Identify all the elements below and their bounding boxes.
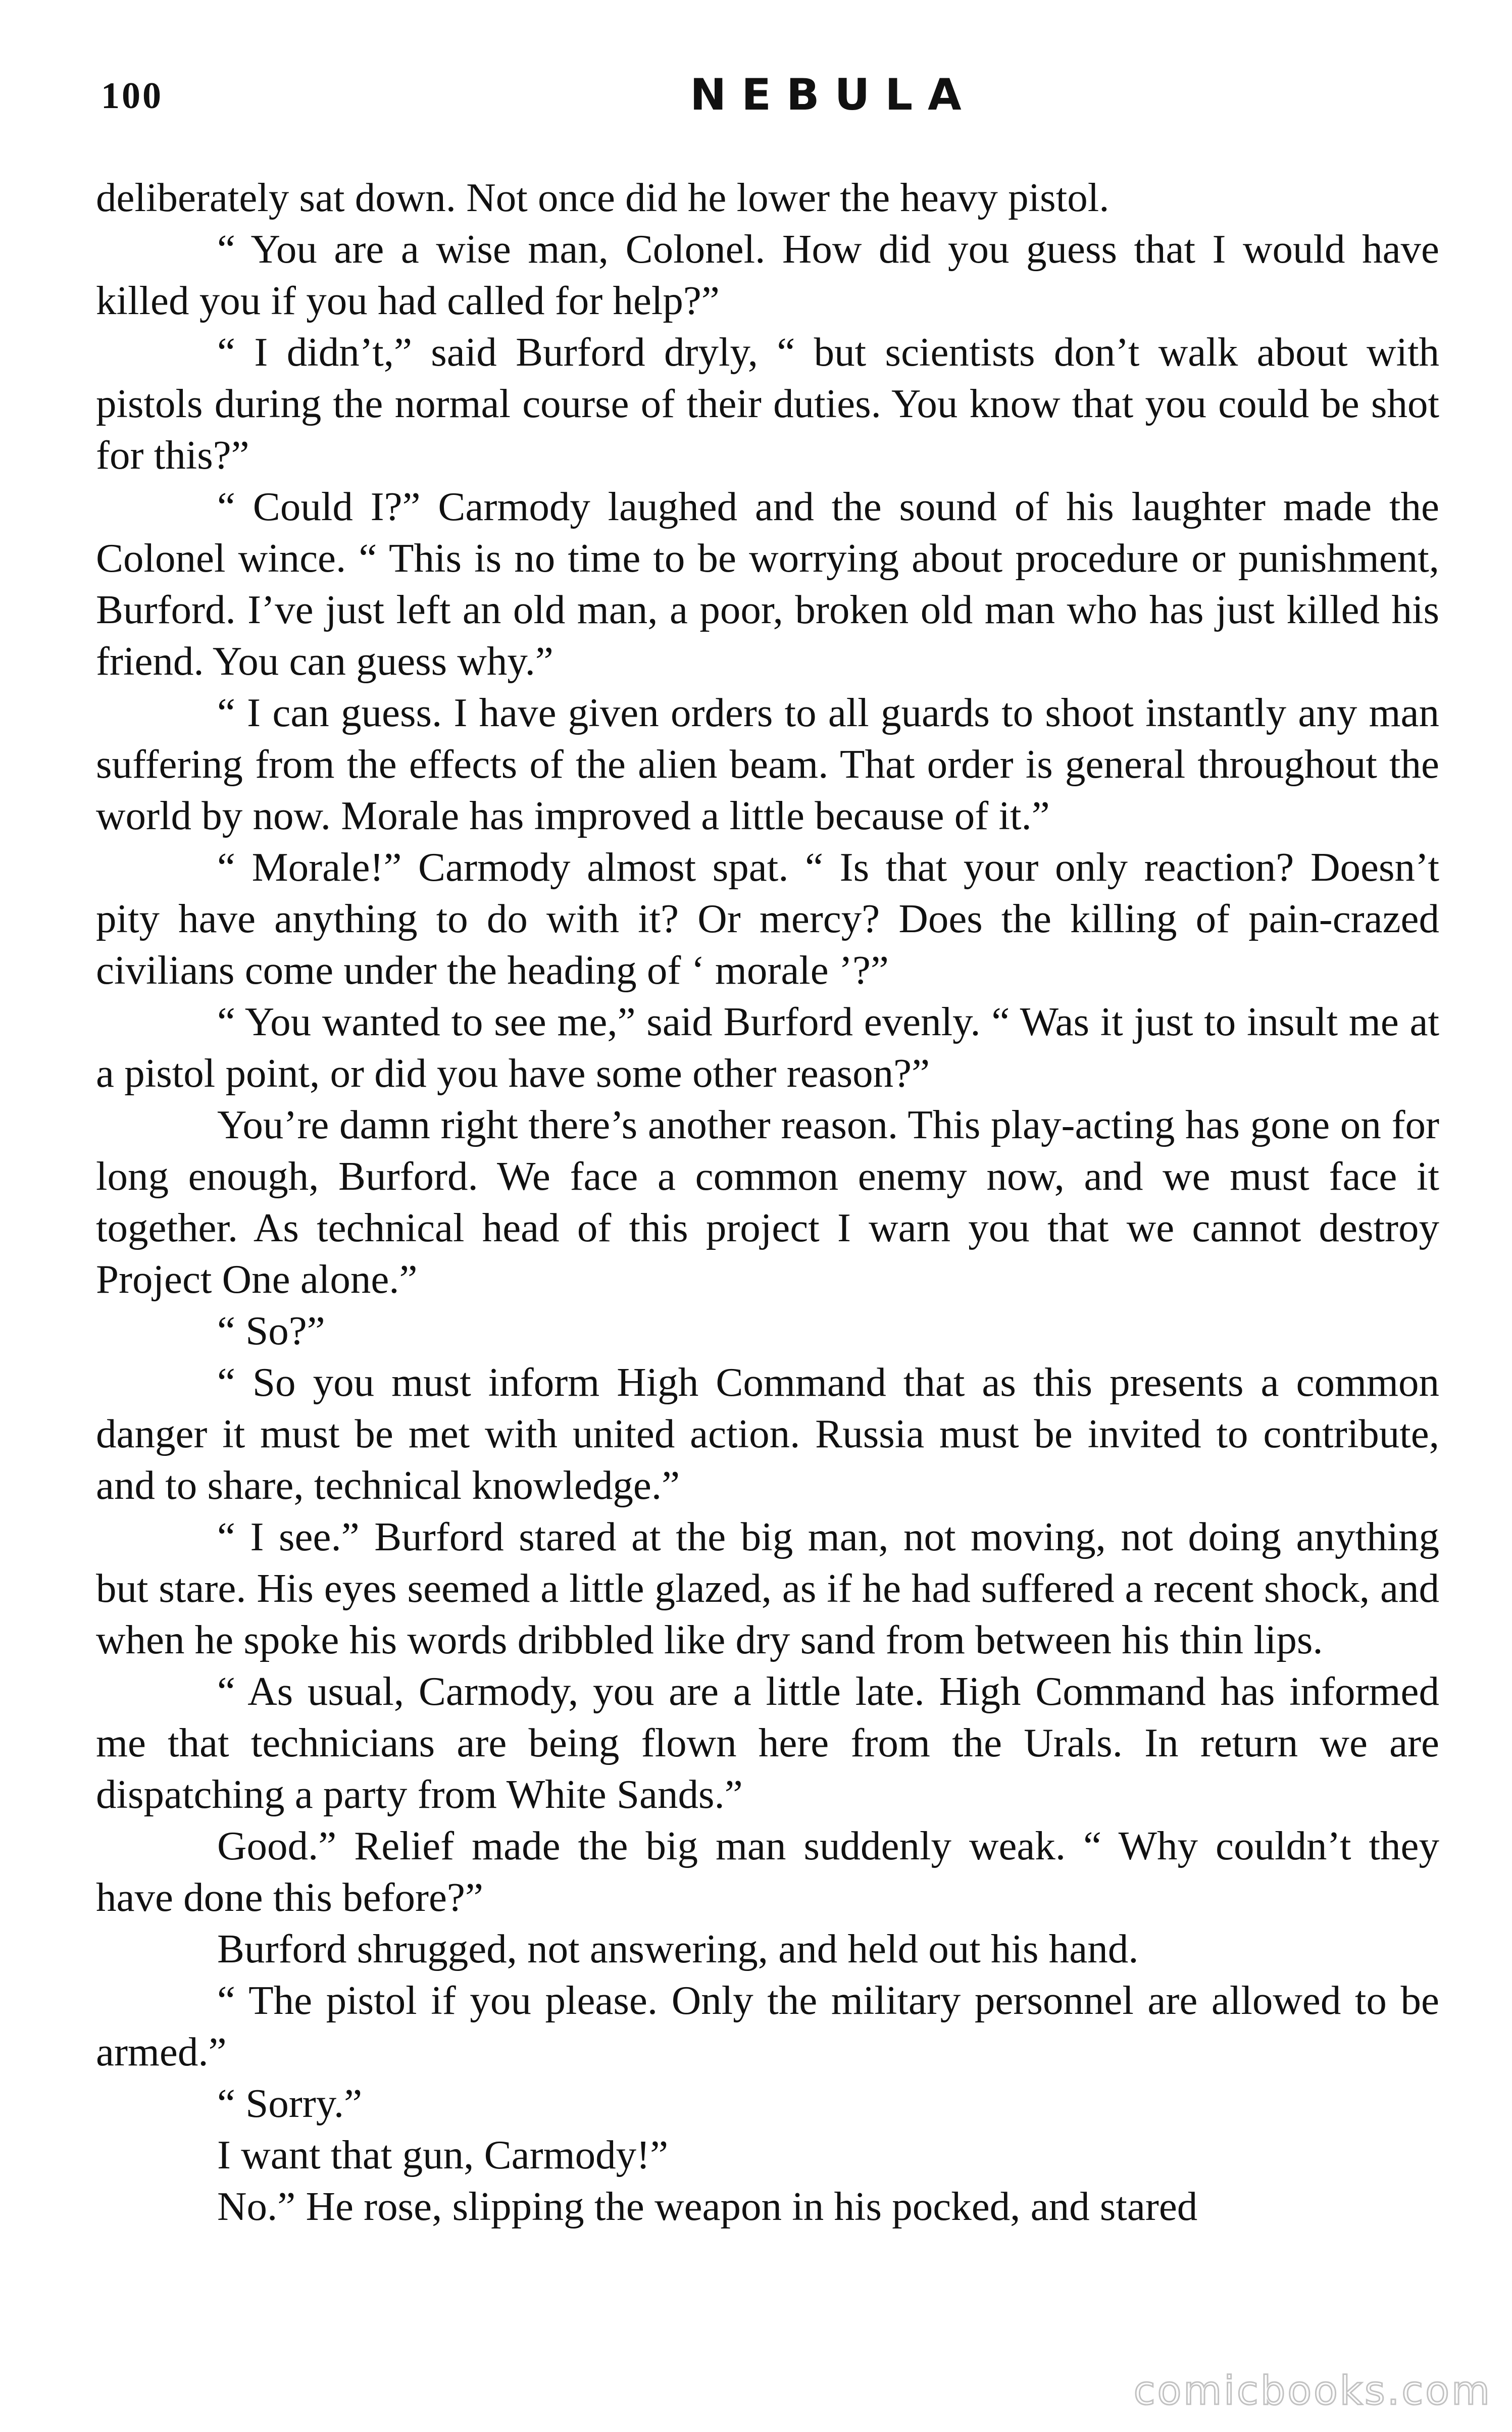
paragraph: deliberately sat down. Not once did he lower the heavy pistol. — [96, 175, 1110, 220]
watermark: comicbooks.com — [1133, 2368, 1492, 2414]
paragraph: You’re damn right there’s another reason. This play-acting has gone on for long enough, Burford. We face a common enemy now, and we must face it together. As technical head of this project I warn you that we cannot destroy Project One alone.” — [96, 1102, 1439, 1302]
page-number: 100 — [101, 75, 163, 117]
paragraph: Good.” Relief made the big man suddenly weak. “ Why couldn’t they have done this before?” — [96, 1823, 1439, 1920]
paragraph: “ I didn’t,” said Burford dryly, “ but scientists don’t walk about with pistols during the normal course of their duties. You know that you could be shot for this?” — [96, 329, 1439, 478]
paragraph: “ Morale!” Carmody almost spat. “ Is that your only reaction? Doesn’t pity have anything to do with it? Or mercy? Does the killing of pain-crazed civilians come under the heading of ‘ morale ’?” — [96, 844, 1439, 993]
paragraph: “ I see.” Burford stared at the big man, not moving, not doing anything but stare. His eyes seemed a little glazed, as if he had suffered a recent shock, and when he spoke his words dribbled like dry sand from between his thin lips. — [96, 1514, 1439, 1662]
paragraph: Burford shrugged, not answering, and held out his hand. — [217, 1926, 1139, 1971]
paragraph: “ You are a wise man, Colonel. How did you guess that I would have killed you if you had called for help?” — [96, 226, 1439, 323]
page-header — [101, 70, 1414, 130]
paragraph: “ I can guess. I have given orders to all guards to shoot instantly any man suffering from the effects of the alien beam. That order is general throughout the world by now. Morale has improved a little because of it.” — [96, 690, 1439, 838]
paragraph: I want that gun, Carmody!” — [217, 2132, 669, 2177]
paragraph: “ Sorry.” — [217, 2081, 363, 2126]
paragraph: “ You wanted to see me,” said Burford evenly. “ Was it just to insult me at a pistol point, or did you have some other reason?” — [96, 999, 1439, 1096]
paragraph: “ As usual, Carmody, you are a little late. High Command has informed me that technicians are being flown here from the Urals. In return we are dispatching a party from White Sands.” — [96, 1668, 1439, 1817]
paragraph: “ So?” — [217, 1308, 325, 1353]
paragraph: No.” He rose, slipping the weapon in his pocked, and stared — [217, 2184, 1198, 2229]
running-head: NEBULA — [690, 70, 977, 120]
paragraph: “ So you must inform High Command that as this presents a common danger it must be met with united action. Russia must be invited to contribute, and to share, technical knowledge.” — [96, 1359, 1439, 1508]
paragraph: “ The pistol if you please. Only the military personnel are allowed to be armed.” — [96, 1978, 1439, 2074]
paragraph: “ Could I?” Carmody laughed and the sound of his laughter made the Colonel wince. “ This is no time to be worrying about procedure or punishment, Burford. I’ve just left an old man, a poor, broken old man who has just killed his friend. You can guess why.” — [96, 484, 1439, 684]
story-text — [96, 172, 1439, 2232]
